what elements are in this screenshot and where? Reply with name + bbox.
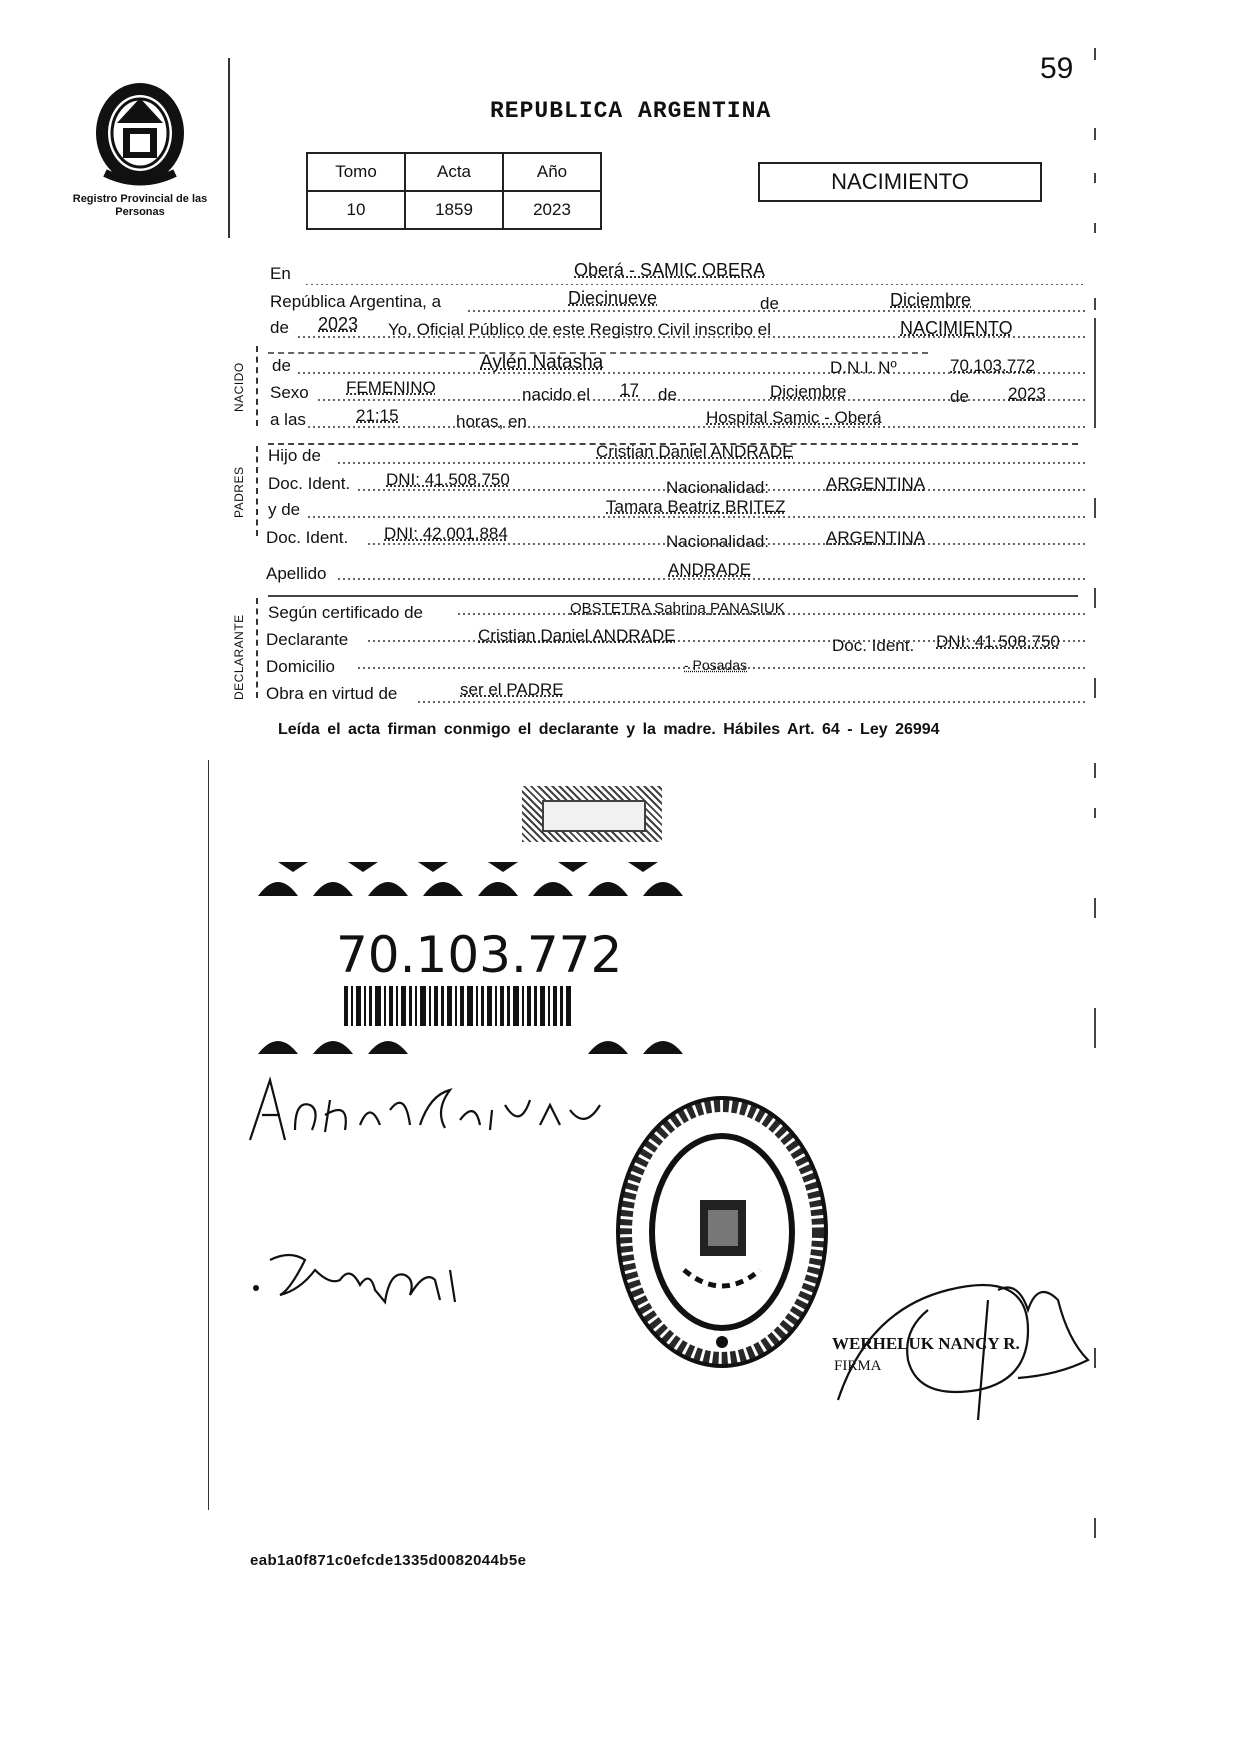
value-sexo: FEMENINO — [346, 378, 436, 397]
label-en: En — [270, 264, 291, 283]
label-a-las: a las — [270, 410, 306, 429]
label-de-name: de — [272, 356, 291, 375]
label-republica: República Argentina, a — [270, 292, 442, 311]
label-nacionalidad-1: Nacionalidad: — [666, 478, 770, 497]
section-divider-3 — [268, 595, 1078, 597]
label-obra: Obra en virtud de — [266, 684, 398, 703]
label-de-year: de — [270, 318, 289, 337]
value-madre-doc: DNI: 42.001.884 — [384, 524, 508, 543]
label-sexo: Sexo — [270, 383, 309, 402]
value-madre-nac: ARGENTINA — [826, 528, 926, 547]
label-de-year2: de — [950, 387, 969, 406]
section-tab-padres: PADRES — [232, 466, 246, 518]
label-domicilio: Domicilio — [266, 657, 335, 676]
dni-stamp-number: 70.103.772 — [336, 926, 623, 984]
header-tomo: Tomo — [307, 153, 405, 191]
section-tab-declarante: DECLARANTE — [232, 614, 246, 700]
document-hash: eab1a0f871c0efcde1335d0082044b5e — [250, 1552, 527, 1569]
decorative-band-top — [248, 858, 694, 898]
label-doc-ident-1: Doc. Ident. — [268, 474, 351, 493]
document-type-box — [758, 162, 1042, 202]
section-tab-nacido: NACIDO — [232, 362, 246, 412]
left-margin-rule-2 — [208, 760, 209, 1510]
value-anio-nac: 2023 — [1008, 384, 1046, 403]
value-declarante-doc: DNI: 41.508.750 — [936, 632, 1060, 651]
value-dia: Diecinueve — [568, 288, 658, 308]
value-dni: 70.103.772 — [950, 356, 1036, 375]
label-de-month2: de — [658, 385, 677, 404]
value-apellido: ANDRADE — [668, 560, 752, 579]
label-y-de: y de — [268, 500, 301, 519]
value-inscripcion: NACIMIENTO — [900, 318, 1013, 338]
label-segun: Según certificado de — [268, 603, 423, 622]
country-title: REPUBLICA ARGENTINA — [490, 98, 772, 124]
section-rule-nacido — [256, 346, 258, 426]
value-dia-nac: 17 — [620, 380, 639, 399]
label-nacido-el: nacido el — [522, 385, 591, 404]
value-mes-nac: Diciembre — [770, 382, 847, 401]
value-anio: 2023 — [503, 191, 601, 229]
value-tomo: 10 — [307, 191, 405, 229]
official-stamp-role: FIRMA — [834, 1358, 882, 1374]
security-hologram — [522, 786, 662, 842]
header-acta: Acta — [405, 153, 503, 191]
value-acta: 1859 — [405, 191, 503, 229]
value-nombre: Aylén Natasha — [480, 352, 604, 373]
registry-name: Registro Provincial de las Personas — [72, 193, 208, 218]
value-mes: Diciembre — [890, 290, 972, 310]
province-coat-of-arms-logo — [85, 78, 195, 188]
declarant-signature — [240, 1070, 620, 1150]
value-hora: 21:15 — [356, 406, 399, 425]
document-type: NACIMIENTO — [831, 169, 969, 194]
header-anio: Año — [503, 153, 601, 191]
page-number: 59 — [1040, 52, 1074, 85]
label-apellido: Apellido — [266, 564, 327, 583]
value-anio: 2023 — [318, 314, 359, 334]
label-oficial: Yo, Oficial Público de este Registro Civil inscribo el — [388, 320, 771, 339]
value-padre-doc: DNI: 41.508.750 — [386, 470, 510, 489]
value-certificado: OBSTETRA Sabrina PANASIUK — [570, 600, 785, 617]
value-obra: ser el PADRE — [460, 680, 564, 699]
official-stamp-name: WERHELUK NANCY R. — [832, 1334, 1020, 1353]
closing-note: Leída el acta firman conmigo el declarante y la madre. Hábiles Art. 64 - Ley 26994 — [278, 721, 940, 738]
value-madre: Tamara Beatriz BRITEZ — [606, 497, 786, 516]
mother-signature — [250, 1240, 470, 1310]
label-hijo-de: Hijo de — [268, 446, 321, 465]
value-padre: Cristian Daniel ANDRADE — [596, 442, 794, 461]
label-declarante: Declarante — [266, 630, 349, 649]
left-margin-rule — [228, 58, 230, 238]
official-seal — [612, 1092, 832, 1372]
label-doc-ident-2: Doc. Ident. — [266, 528, 349, 547]
label-nacionalidad-2: Nacionalidad: — [666, 532, 770, 551]
section-rule-declarante — [256, 598, 258, 698]
label-de-month: de — [760, 294, 779, 313]
value-padre-nac: ARGENTINA — [826, 474, 926, 493]
value-lugar: Oberá - SAMIC OBERA — [574, 260, 766, 280]
value-domicilio: - Posadas — [684, 657, 748, 673]
reference-table — [306, 152, 602, 230]
section-rule-padres — [256, 446, 258, 536]
value-declarante: Cristian Daniel ANDRADE — [478, 626, 676, 645]
label-horas-en: horas, en — [456, 412, 527, 431]
decorative-band-bottom — [248, 1018, 694, 1058]
label-doc-ident-3: Doc. Ident. — [832, 636, 915, 655]
value-lugar-nac: Hospital Samic - Oberá — [706, 408, 882, 427]
label-dni: D.N.I. Nº — [830, 358, 897, 377]
